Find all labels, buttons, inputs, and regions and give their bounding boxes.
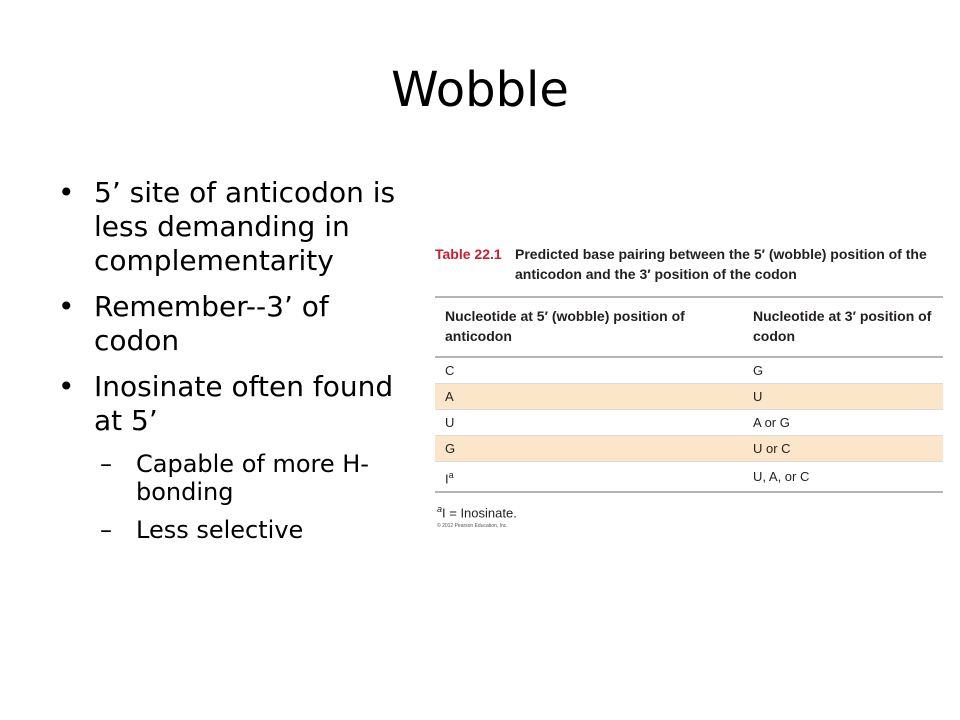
anticodon-cell: A — [435, 384, 745, 410]
footnote-marker: a — [448, 470, 454, 480]
bullet-icon: • — [58, 290, 75, 323]
sub-bullet-item — [58, 450, 408, 506]
codon-cell: G — [745, 357, 943, 384]
header-anticodon: Nucleotide at 5′ (wobble) position of anticodon — [445, 308, 685, 344]
slide-title: Wobble — [391, 62, 569, 118]
bullet-text: Inosinate often found at 5’ — [94, 370, 394, 437]
bullet-list — [58, 176, 408, 554]
codon-cell: U — [745, 384, 943, 410]
table-header-row — [435, 298, 943, 357]
dash-icon: – — [100, 516, 112, 544]
base-pairing-table — [435, 298, 943, 493]
codon-cell: A or G — [745, 410, 943, 436]
anticodon-cell: C — [435, 357, 745, 384]
table-caption-text: Predicted base pairing between the 5′ (wobble) position of the anticodon and the 3′ position of the codon — [515, 246, 927, 282]
table-footnote — [435, 501, 943, 521]
sub-bullet-item — [58, 516, 408, 544]
dash-icon: – — [100, 450, 112, 478]
base-pairing-table-figure — [435, 244, 943, 530]
codon-cell: U, A, or C — [745, 462, 943, 493]
anticodon-cell: U — [435, 410, 745, 436]
sub-bullet-text: Capable of more H-bonding — [136, 450, 369, 506]
anticodon-cell — [435, 462, 745, 493]
copyright-text: © 2012 Pearson Education, Inc. — [437, 522, 508, 529]
table-row — [435, 384, 943, 410]
anticodon-cell: G — [435, 436, 745, 462]
anticodon-value: I — [445, 471, 449, 487]
table-caption — [435, 244, 943, 284]
bullet-item — [58, 290, 408, 358]
sub-bullet-text: Less selective — [136, 516, 304, 544]
footnote-text: I = Inosinate. — [442, 505, 517, 521]
bullet-text: 5’ site of anticodon is less demanding in complementarity — [94, 176, 396, 277]
footnote-marker: a — [437, 504, 443, 515]
table-row — [435, 436, 943, 462]
table-number: Table 22.1 — [435, 246, 502, 262]
bullet-item — [58, 176, 408, 278]
bullet-icon: • — [58, 370, 75, 403]
table-row — [435, 462, 943, 493]
bullet-text: Remember--3’ of codon — [94, 290, 329, 357]
codon-cell: U or C — [745, 436, 943, 462]
table-row — [435, 357, 943, 384]
header-codon: Nucleotide at 3′ position of codon — [753, 308, 932, 344]
bullet-icon: • — [58, 176, 75, 209]
bullet-item — [58, 370, 408, 438]
table-row — [435, 410, 943, 436]
